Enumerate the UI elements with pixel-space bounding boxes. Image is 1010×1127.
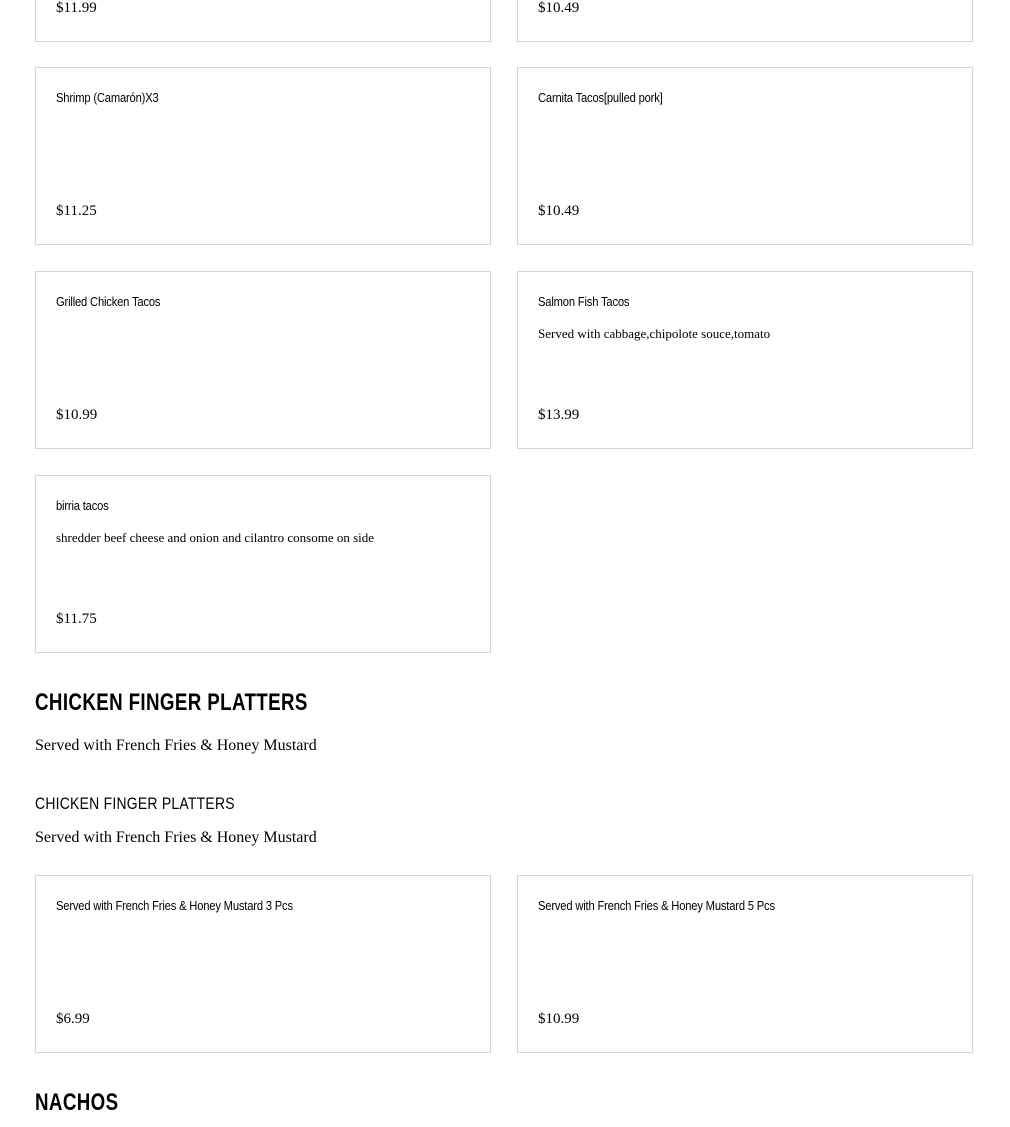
menu-item-card[interactable] — [35, 875, 491, 1053]
menu-item-name: birria tacos — [56, 498, 109, 513]
subsection-description: Served with French Fries & Honey Mustard — [35, 829, 317, 846]
menu-item-name: Grilled Chicken Tacos — [56, 294, 161, 309]
menu-item-price: $13.99 — [538, 407, 580, 423]
menu-item-card[interactable] — [35, 475, 491, 653]
menu-item-price: $10.99 — [538, 1011, 580, 1027]
menu-item-card[interactable] — [35, 0, 491, 42]
menu-item-card[interactable] — [517, 875, 973, 1053]
menu-item-price: $11.75 — [56, 611, 97, 627]
section-title: CHICKEN FINGER PLATTERS — [35, 689, 308, 716]
menu-item-description: Served with cabbage,chipolote souce,tomato — [538, 326, 771, 341]
menu-item-price: $6.99 — [56, 1011, 90, 1027]
menu-item-price: $11.99 — [56, 0, 97, 16]
menu-item-price: $11.25 — [56, 203, 97, 219]
menu-item-name: Served with French Fries & Honey Mustard 3 Pcs — [56, 898, 293, 913]
section-title: NACHOS — [35, 1089, 119, 1116]
menu-item-card[interactable] — [35, 271, 491, 449]
menu-item-name: Salmon Fish Tacos — [538, 294, 630, 309]
subsection-title: CHICKEN FINGER PLATTERS — [35, 794, 235, 813]
menu-item-description: shredder beef cheese and onion and cilantro consome on side — [56, 530, 375, 545]
menu-item-price: $10.49 — [538, 0, 580, 16]
menu-item-price: $10.99 — [56, 407, 98, 423]
menu-item-name: Shrimp (Camarón)X3 — [56, 90, 159, 105]
menu-item-card[interactable] — [517, 0, 973, 42]
menu-item-name: Served with French Fries & Honey Mustard 5 Pcs — [538, 898, 775, 913]
menu-item-name: Carnita Tacos[pulled pork] — [538, 90, 663, 105]
menu-item-card[interactable] — [35, 67, 491, 245]
menu-item-card[interactable] — [517, 67, 973, 245]
menu-item-card[interactable] — [517, 271, 973, 449]
menu-item-price: $10.49 — [538, 203, 580, 219]
section-description: Served with French Fries & Honey Mustard — [35, 737, 317, 754]
